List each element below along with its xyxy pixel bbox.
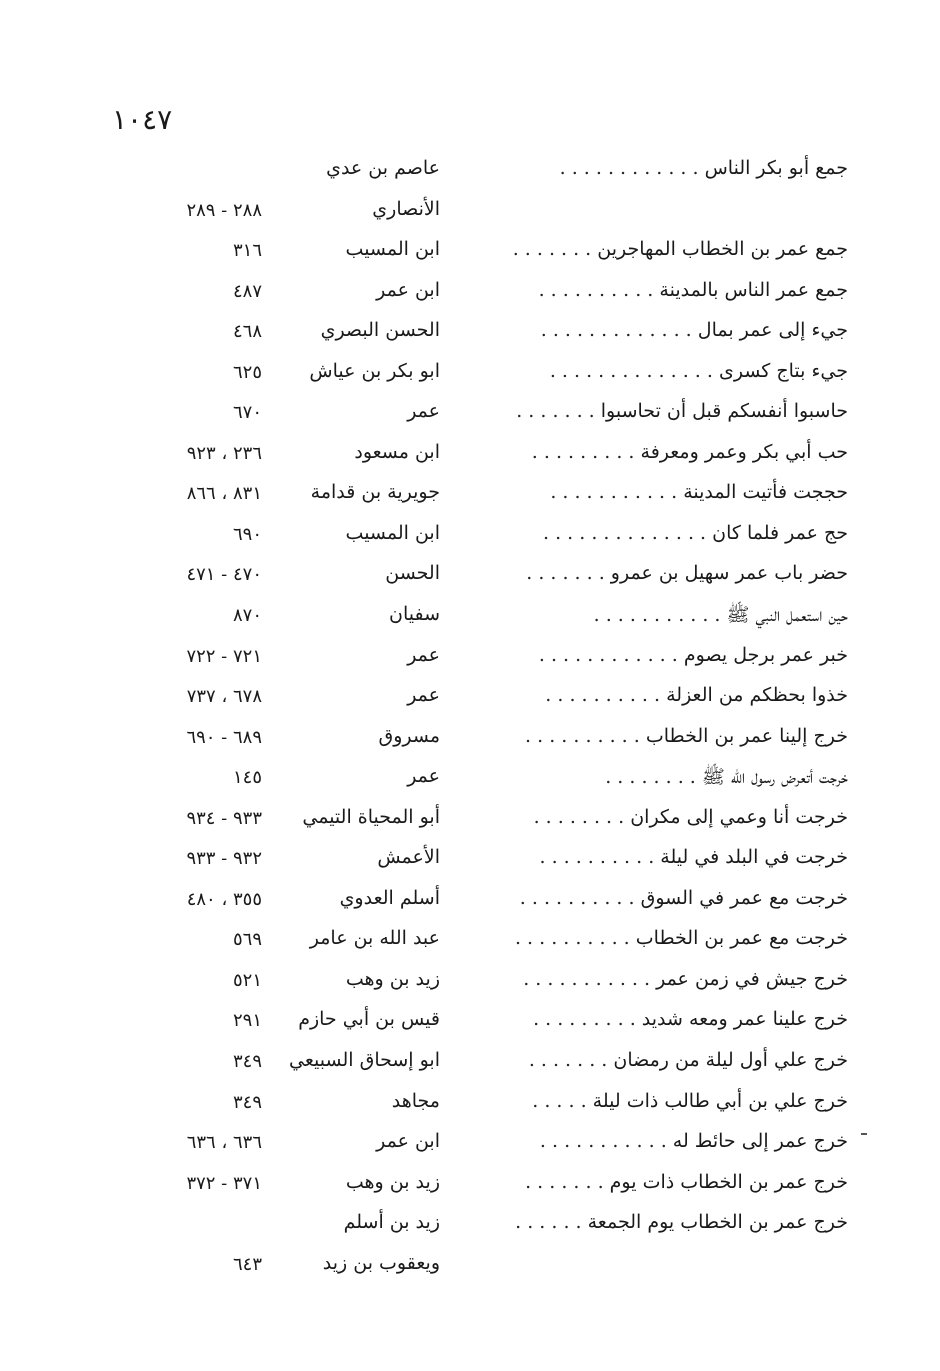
narrator: ويعقوب بن زيد [322,1251,440,1274]
index-row [0,354,940,395]
opening-phrase: خذوا بحظكم من العزلة . . . . . . . . . . [545,684,848,707]
page-refs: ٦٩٠ [232,523,262,545]
page-refs: ٦٧٨ ، ٧٣٧ [186,686,262,708]
index-row [0,435,940,476]
opening-phrase: خرج عمر بن الخطاب ذات يوم . . . . . . . [525,1170,848,1193]
index-row [0,232,940,273]
index-row [0,273,940,314]
page-refs: ٢٣٦ ، ٩٢٣ [186,442,262,464]
page-refs: ٨٧٠ [232,605,262,627]
narrator: ابن المسيب [345,521,440,544]
index-row [0,1043,940,1084]
index-row [0,800,940,841]
index-row [0,921,940,962]
page-refs: ٢٩١ [232,1010,262,1032]
index-row [0,1084,940,1125]
narrator: عمر [407,643,440,666]
page-refs: ٩٣٣ - ٩٣٤ [186,807,262,829]
index-row [0,678,940,719]
opening-phrase: خرج إلينا عمر بن الخطاب . . . . . . . . . . [525,724,848,747]
page-refs: ٦٤٣ [232,1253,262,1275]
narrator: أبو المحياة التيمي [302,805,440,828]
page-refs: ٣١٦ [232,240,262,262]
narrator: زيد بن وهب [345,967,440,990]
narrator: أسلم العدوي [339,886,440,909]
narrator: زيد بن وهب [345,1170,440,1193]
opening-phrase: جيء بتاج كسرى . . . . . . . . . . . . . . [549,359,848,382]
narrator: ابن المسيب [345,238,440,261]
narrator: ابن مسعود [354,440,440,463]
index-row [0,313,940,354]
page-refs: ٦٨٩ - ٦٩٠ [186,726,262,748]
opening-phrase: حج عمر فلما كان . . . . . . . . . . . . . . [543,521,848,544]
narrator: جويرية بن قدامة [310,481,440,504]
opening-phrase: حب أبي بكر وعمر ومعرفة . . . . . . . . . [531,440,848,463]
opening-phrase: جمع أبو بكر الناس . . . . . . . . . . . . [559,157,848,179]
page-refs: ٤٦٨ [232,321,262,343]
narrator: مسروق [378,724,440,747]
opening-phrase: خرجت أتعرض رسول الله ﷺ . . . . . . . . [605,766,848,789]
opening-phrase: خرج علي أول ليلة من رمضان . . . . . . . [528,1049,848,1072]
opening-phrase: خرجت أنا وعمي إلى مكران . . . . . . . . [533,805,848,828]
narrator: عبد الله بن عامر [309,927,440,950]
opening-phrase: خرجت مع عمر بن الخطاب . . . . . . . . . . [514,927,848,950]
narrator: الحسن [385,562,440,585]
opening-phrase: حججت فأتيت المدينة . . . . . . . . . . . [550,481,848,504]
index-row [0,759,940,800]
opening-phrase: خرج علينا عمر ومعه شديد . . . . . . . . . [533,1008,848,1031]
index-row [0,1124,940,1165]
opening-phrase: جمع عمر الناس بالمدينة . . . . . . . . . . [538,278,848,301]
page-number: ١٠٤٧ [112,103,173,136]
index-table [0,151,940,1286]
narrator: سفيان [388,603,440,626]
narrator: قيس بن أبي حازم [298,1008,440,1031]
narrator: ابو إسحاق السبيعي [289,1049,440,1072]
narrator: ابن عمر [376,278,440,301]
opening-phrase: خبر عمر برجل يصوم . . . . . . . . . . . . [538,643,848,666]
opening-phrase: خرجت مع عمر في السوق . . . . . . . . . . [519,886,848,909]
opening-phrase: خرج عمر بن الخطاب يوم الجمعة . . . . . . [515,1211,848,1234]
index-row [0,516,940,557]
narrator: زيد بن أسلم [343,1211,440,1234]
page-refs: ٤٧٠ - ٤٧١ [186,564,262,586]
page-refs: ٣٧١ - ٣٧٢ [186,1172,262,1194]
index-row [0,881,940,922]
page-refs: ٦٣٦ ، ٦٣٦ [186,1132,262,1154]
index-row [0,1002,940,1043]
page-refs: ٣٤٩ [232,1051,262,1073]
narrator: ابن عمر [376,1130,440,1153]
index-row [0,192,940,233]
opening-phrase: جمع عمر بن الخطاب المهاجرين . . . . . . . [512,238,848,261]
index-row [0,840,940,881]
index-row [0,638,940,679]
page-refs: ٨٣١ ، ٨٦٦ [186,483,262,505]
index-row [0,475,940,516]
page-refs: ١٤٥ [232,767,262,789]
index-row [0,1205,940,1246]
index-row [0,597,940,638]
narrator: الأنصاري [372,197,440,220]
opening-phrase: حضر باب عمر سهيل بن عمرو . . . . . . . [526,562,848,585]
narrator: عمر [407,765,440,788]
index-row [0,556,940,597]
opening-phrase: حاسبوا أنفسكم قبل أن تحاسبوا . . . . . . . [516,400,848,423]
page-refs: ٩٣٢ - ٩٣٣ [186,848,262,870]
opening-phrase: حين استعمل النبي ﷺ . . . . . . . . . . . [593,604,848,627]
index-row [0,1165,940,1206]
index-row [0,394,940,435]
page-refs: ٥٢١ [232,969,262,991]
narrator: الحسن البصري [320,319,440,342]
page-refs: ٧٢١ - ٧٢٢ [186,645,262,667]
narrator: ابو بكر بن عياش [309,359,440,382]
narrator: عمر [407,400,440,423]
narrator: عاصم بن عدي [326,157,440,179]
index-row [0,1246,940,1287]
opening-phrase: خرج عمر إلى حائط له . . . . . . . . . . . [539,1130,848,1153]
opening-phrase: خرج جيش في زمن عمر . . . . . . . . . . . [523,967,848,990]
page-refs: ٣٥٥ ، ٤٨٠ [186,888,262,910]
page-refs: ٣٤٩ [232,1091,262,1113]
opening-phrase: خرج علي بن أبي طالب ذات ليلة . . . . . [532,1089,848,1112]
narrator: مجاهد [391,1089,440,1112]
page-refs: ٦٢٥ [232,361,262,383]
margin-mark [861,1133,867,1135]
page-refs: ٤٨٧ [232,280,262,302]
index-row [0,719,940,760]
page-refs: ٦٧٠ [232,402,262,424]
narrator: عمر [407,684,440,707]
page-refs: ٥٦٩ [232,929,262,951]
index-row [0,151,940,192]
opening-phrase: جيء إلى عمر بمال . . . . . . . . . . . . . [540,319,848,342]
opening-phrase: خرجت في البلد في ليلة . . . . . . . . . . [539,846,848,869]
page-refs: ٢٨٨ - ٢٨٩ [186,199,262,221]
index-row [0,962,940,1003]
narrator: الأعمش [377,846,440,869]
